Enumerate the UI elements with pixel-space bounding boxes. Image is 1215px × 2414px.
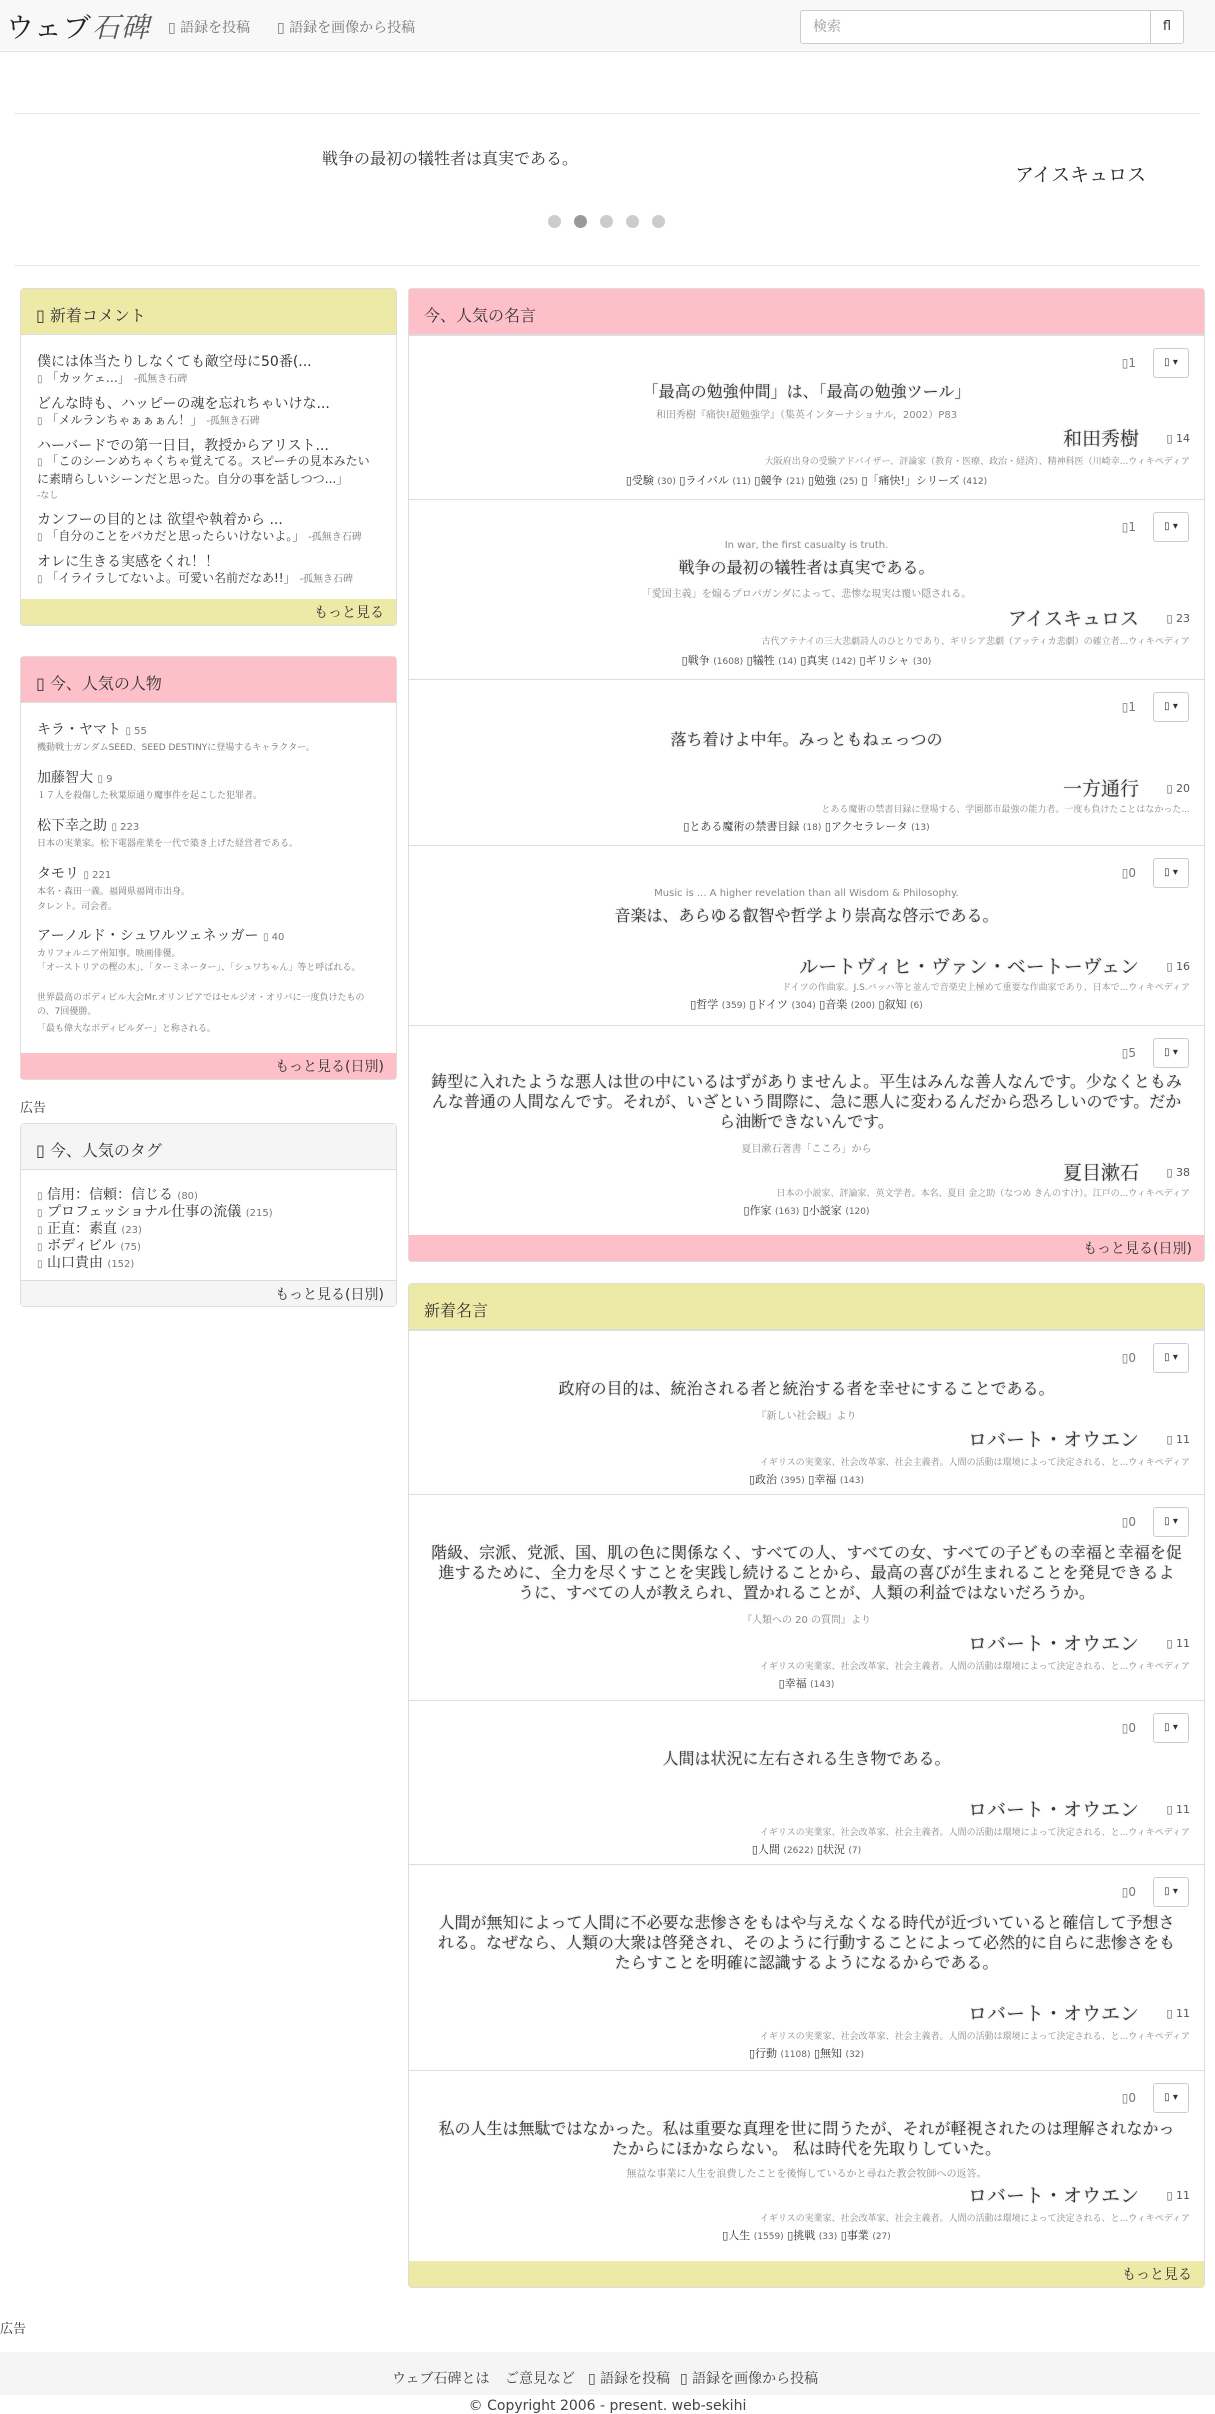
- quote-text[interactable]: 政府の目的は、統治される者と統治する者を幸せにすることである。: [558, 1379, 1055, 1398]
- quote-tags[interactable]: ▯戦争 (1608) ▯犠牲 (14) ▯真実 (142) ▯ギリシャ (30): [681, 654, 932, 667]
- quote-item: [409, 335, 1204, 499]
- author-count: ▯ 11: [1166, 1433, 1190, 1446]
- quote-author[interactable]: アイスキュロス: [1007, 608, 1139, 630]
- nav-post-quote[interactable]: ▯ 語録を投稿: [168, 20, 251, 36]
- quote-item: [409, 1700, 1204, 1864]
- comment-icon: ▯: [36, 306, 45, 325]
- quote-tags[interactable]: ▯哲学 (359) ▯ドイツ (304) ▯音楽 (200) ▯叙知 (6): [690, 998, 923, 1011]
- site-logo[interactable]: ウェブ石碑: [6, 11, 150, 44]
- comment-link[interactable]: 僕には体当たりしなくても敵空母に50番(...: [37, 354, 312, 370]
- quote-menu-button[interactable]: ▯ ▾: [1153, 1713, 1189, 1743]
- author-count: ▯ 11: [1166, 1637, 1190, 1650]
- quote-author[interactable]: ロバート・オウエン: [967, 2185, 1139, 2207]
- person-desc: 日本の実業家。松下電器産業を一代で築き上げた経営者である。: [37, 839, 299, 849]
- quote-text[interactable]: 私の人生は無駄ではなかった。私は重要な真理を世に問うたが、それが軽視されたのは理解されなかったからにほかならない。 私は時代を先取りしていた。: [438, 2119, 1175, 2158]
- quote-item: [409, 2070, 1204, 2263]
- more-link[interactable]: もっと見る: [409, 2261, 1204, 2287]
- tag-link[interactable]: ▯ 信用：信頼：信じる (80): [37, 1187, 198, 1203]
- author-count: ▯ 16: [1166, 960, 1190, 973]
- more-link[interactable]: もっと見る(日別): [21, 1280, 396, 1306]
- author-desc: イギリスの実業家、社会改革家、社会主義者。人間の活動は環境によって決定される、と...ウィキペディア: [759, 1828, 1190, 1838]
- comment-user: -なし: [37, 491, 59, 501]
- panel-heading: ▯ 今、人気のタグ: [21, 1124, 396, 1170]
- vote-count[interactable]: ▯0: [1121, 1721, 1136, 1735]
- person-desc: タレント。司会者。: [37, 902, 117, 912]
- quote-source: 『人類への 20 の質問』より: [741, 1615, 872, 1626]
- quote-author[interactable]: ロバート・オウエン: [967, 1429, 1139, 1451]
- quote-menu-button[interactable]: ▯ ▾: [1153, 2083, 1189, 2113]
- person-link[interactable]: 松下幸之助 ▯ 223: [37, 818, 140, 834]
- carousel-author[interactable]: アイスキュロス: [1015, 164, 1147, 186]
- quote-menu-button[interactable]: ▯ ▾: [1153, 1877, 1189, 1907]
- quote-item: [409, 1330, 1204, 1494]
- quote-menu-button[interactable]: ▯ ▾: [1153, 858, 1189, 888]
- quote-author[interactable]: 一方通行: [1062, 778, 1139, 800]
- quote-author[interactable]: ルートヴィヒ・ヴァン・ベートーヴェン: [799, 956, 1139, 978]
- quote-text[interactable]: 音楽は、あらゆる叡智や哲学より崇高な啓示である。: [614, 906, 999, 925]
- author-desc: イギリスの実業家、社会改革家、社会主義者。人間の活動は環境によって決定される、と...ウィキペディア: [759, 1458, 1190, 1468]
- quote-tags[interactable]: ▯受験 (30) ▯ライバル (11) ▯競争 (21) ▯勉強 (25) ▯「痛快!」シリーズ (412): [625, 474, 988, 487]
- tag-link[interactable]: ▯ 山口貴由 (152): [37, 1255, 135, 1271]
- person-desc: １７人を殺傷した秋葉原通り魔事件を起こした犯罪者。: [37, 791, 263, 801]
- quote-english: In war, the first casualty is truth.: [724, 540, 889, 551]
- quote-english: Music is ... A higher revelation than all Wisdom & Philosophy.: [654, 888, 959, 899]
- quote-item: [409, 1494, 1204, 1700]
- person-desc: 機動戦士ガンダムSEED、SEED DESTINYに登場するキャラクター。: [37, 743, 315, 753]
- person-link[interactable]: キラ・ヤマト ▯ 55: [37, 722, 147, 738]
- pencil-icon: ▯: [168, 20, 176, 36]
- search-input[interactable]: [800, 10, 1152, 44]
- vote-count[interactable]: ▯0: [1121, 1885, 1136, 1899]
- quote-text[interactable]: 落ち着けよ中年。みっともねェっつの: [670, 730, 943, 749]
- panel-heading: ▯ 今、人気の人物: [21, 657, 396, 703]
- quote-source: 無益な事業に人生を浪費したことを後悔しているかと尋ねた教会牧師への返答。: [626, 2169, 987, 2180]
- quote-author[interactable]: 和田秀樹: [1062, 428, 1139, 450]
- new-quotes-panel: [408, 1283, 1205, 2288]
- author-desc: イギリスの実業家、社会改革家、社会主義者。人間の活動は環境によって決定される、と...ウィキペディア: [759, 2032, 1190, 2042]
- quote-tags[interactable]: ▯とある魔術の禁書目録 (18) ▯アクセラレータ (13): [683, 820, 930, 833]
- author-desc: ドイツの作曲家。J.S.バッハ等と並んで音楽史上極めて重要な作曲家であり、日本で...ウィキペディア: [782, 983, 1190, 993]
- author-desc: 大阪府出身の受験アドバイザー、評論家（教育・医療、政治・経済）、精神科医（川崎幸...ウィキペディア: [764, 457, 1190, 467]
- person-desc: 世界最高のボディビル大会Mr.オリンピアではセルジオ・オリバに一度負けたものの、7回優勝。: [37, 993, 365, 1017]
- carousel-dot[interactable]: [626, 215, 639, 228]
- carousel-quote[interactable]: 戦争の最初の犠牲者は真実である。: [321, 149, 578, 168]
- carousel-dot[interactable]: [600, 215, 613, 228]
- panel-heading: ▯ 新着コメント: [21, 289, 396, 335]
- vote-count[interactable]: ▯1: [1121, 700, 1136, 714]
- quote-source: 和田秀樹『痛快!超勉強学』（集英インターナショナル，2002）P83: [655, 410, 958, 421]
- quote-tags[interactable]: ▯人間 (2622) ▯状況 (7): [751, 1843, 862, 1856]
- new-comments-panel: [20, 288, 397, 626]
- quote-menu-button[interactable]: ▯ ▾: [1153, 1507, 1189, 1537]
- quote-author[interactable]: 夏目漱石: [1062, 1162, 1139, 1184]
- vote-count[interactable]: ▯0: [1121, 1515, 1136, 1529]
- author-count: ▯ 20: [1166, 782, 1190, 795]
- comment-link[interactable]: オレに生きる実感をくれ！！: [37, 554, 219, 570]
- author-desc: イギリスの実業家、社会改革家、社会主義者。人間の活動は環境によって決定される、と...ウィキペディア: [759, 2214, 1190, 2224]
- more-link[interactable]: もっと見る: [21, 599, 396, 625]
- tag-link[interactable]: ▯ ボディビル (75): [37, 1238, 141, 1254]
- quote-source: 夏目漱石著書「こころ」から: [741, 1144, 872, 1155]
- carousel-dot[interactable]: [548, 215, 561, 228]
- quote-text[interactable]: 「最高の勉強仲間」は、「最高の勉強ツール」: [642, 382, 971, 401]
- vote-count[interactable]: ▯0: [1121, 2091, 1136, 2105]
- panel-heading: 新着名言: [409, 1284, 1204, 1330]
- vote-count[interactable]: ▯5: [1121, 1046, 1136, 1060]
- vote-count[interactable]: ▯0: [1121, 866, 1136, 880]
- footer-feedback-link[interactable]: ご意見など: [505, 2371, 575, 2387]
- quote-item: [409, 1864, 1204, 2070]
- comment-quote[interactable]: ▯ 「カッケェ…」 -孤無き石碑: [37, 371, 188, 385]
- person-link[interactable]: タモリ ▯ 221: [37, 866, 112, 882]
- ad-label: 広告: [20, 1101, 47, 1116]
- panel-heading: 今、人気の名言: [409, 289, 1204, 335]
- image-icon: ▯: [277, 20, 285, 36]
- person-link[interactable]: 加藤智大 ▯ 9: [37, 770, 113, 786]
- quote-menu-button[interactable]: ▯ ▾: [1153, 692, 1189, 722]
- popular-tags-panel: [20, 1123, 397, 1307]
- top-navbar: [0, 0, 1215, 52]
- person-desc: 「最も偉大なボディビルダー」と称される。: [37, 1024, 216, 1034]
- quote-menu-button[interactable]: ▯ ▾: [1153, 1343, 1189, 1373]
- author-desc: とある魔術の禁書目録に登場する、学園都市最強の能力者。一度も負けたことはなかった...: [821, 805, 1190, 815]
- author-count: ▯ 23: [1166, 612, 1190, 625]
- person-desc: カリフォルニア州知事。映画俳優。: [37, 949, 181, 959]
- comment-quote[interactable]: ▯ 「このシーンめちゃくちゃ覚えてる。スピーチの見本みたいに素晴らしいシーンだと思った。自分の事を話しつつ...」: [37, 454, 370, 486]
- author-desc: 古代アテナイの三大悲劇詩人のひとりであり、ギリシア悲劇（アッティカ悲劇）の確立者...ウィキペディア: [761, 637, 1190, 647]
- pencil-icon: ▯: [588, 2371, 596, 2387]
- quote-text[interactable]: 鋳型に入れたような悪人は世の中にいるはずがありませんよ。平生はみんな善人なんです。少なくともみんな普通の人間なんです。それが、いざという間際に、急に悪人に変わるんだから恐ろしいのです。だから油断できないんです。: [431, 1072, 1182, 1131]
- quote-tags[interactable]: ▯幸福 (143): [778, 1677, 835, 1690]
- search-button[interactable]: [1150, 10, 1184, 44]
- quote-menu-button[interactable]: ▯ ▾: [1153, 512, 1189, 542]
- person-link[interactable]: アーノルド・シュワルツェネッガー ▯ 40: [37, 928, 285, 944]
- popular-quotes-panel: [408, 288, 1205, 1262]
- author-desc: 日本の小説家、評論家、英文学者。本名、夏目 金之助（なつめ きんのすけ）。江戸の...ウィキペディア: [776, 1189, 1190, 1199]
- quote-item: [409, 499, 1204, 679]
- footer: [0, 2352, 1215, 2395]
- author-desc: イギリスの実業家、社会改革家、社会主義者。人間の活動は環境によって決定される、と...ウィキペディア: [759, 1662, 1190, 1672]
- search-icon: fl: [1162, 19, 1172, 34]
- tag-link[interactable]: ▯ プロフェッショナル仕事の流儀 (215): [37, 1204, 273, 1220]
- carousel-dot[interactable]: [652, 215, 665, 228]
- footer-post-quote-link[interactable]: ▯ 語録を投稿: [588, 2371, 671, 2387]
- quote-item: [409, 845, 1204, 1025]
- image-icon: ▯: [680, 2371, 688, 2387]
- quote-source: 「愛国主義」を煽るプロパガンダによって、悲惨な現実は覆い隠される。: [641, 589, 972, 600]
- user-icon: ▯: [36, 674, 45, 693]
- comment-quote[interactable]: ▯ 「イライラしてないよ。可愛い名前だなあ!!」 -孤無き石碑: [37, 571, 354, 585]
- quote-tags[interactable]: ▯政治 (395) ▯幸福 (143): [748, 1473, 865, 1486]
- comment-quote[interactable]: ▯ 「自分のことをバカだと思ったらいけないよ。」 -孤無き石碑: [37, 529, 362, 543]
- comment-link[interactable]: ハーバードでの第一日目，教授からアリスト...: [37, 438, 329, 454]
- footer-post-quote-image-link[interactable]: ▯ 語録を画像から投稿: [680, 2371, 819, 2387]
- vote-count[interactable]: ▯0: [1121, 1351, 1136, 1365]
- author-count: ▯ 14: [1166, 432, 1190, 445]
- more-link[interactable]: もっと見る(日別): [409, 1235, 1204, 1261]
- comment-link[interactable]: カンフーの目的とは 欲望や執着から ...: [37, 512, 283, 528]
- author-count: ▯ 11: [1166, 1803, 1190, 1816]
- carousel-indicators: [548, 215, 668, 229]
- quote-tags[interactable]: ▯作家 (163) ▯小説家 (120): [743, 1204, 870, 1217]
- copyright: © Copyright 2006 - present. web-sekihi: [468, 2398, 747, 2414]
- quote-source: 『新しい社会観』より: [756, 1411, 857, 1422]
- ad-label: 広告: [0, 2322, 27, 2337]
- more-link[interactable]: もっと見る(日別): [21, 1053, 396, 1079]
- vote-count[interactable]: ▯1: [1121, 356, 1136, 370]
- quote-tags[interactable]: ▯人生 (1559) ▯挑戦 (33) ▯事業 (27): [722, 2229, 891, 2242]
- vote-count[interactable]: ▯1: [1121, 520, 1136, 534]
- author-count: ▯ 38: [1166, 1166, 1190, 1179]
- divider: [14, 265, 1200, 266]
- tag-link[interactable]: ▯ 正直：素直 (23): [37, 1221, 142, 1237]
- carousel-dot-active[interactable]: [574, 215, 587, 228]
- quote-author[interactable]: ロバート・オウエン: [967, 1799, 1139, 1821]
- tag-icon: ▯: [36, 1141, 45, 1160]
- comment-link[interactable]: どんな時も、ハッピーの魂を忘れちゃいけな...: [37, 396, 330, 412]
- quote-tags[interactable]: ▯行動 (1108) ▯無知 (32): [748, 2047, 865, 2060]
- quote-item: [409, 1025, 1204, 1237]
- quote-item: [409, 679, 1204, 845]
- author-count: ▯ 11: [1166, 2189, 1190, 2202]
- quote-text[interactable]: 階級、宗派、党派、国、肌の色に関係なく、すべての人、すべての女、すべての子どもの幸福と幸福を促進するために、全力を尽くすことを実践し続けることから、最高の喜びが生まれることを発見できるように、すべての人が教えられ、置かれることが、人類の利益ではないだろうか。: [431, 1543, 1182, 1602]
- quote-menu-button[interactable]: ▯ ▾: [1153, 1038, 1189, 1068]
- quote-text[interactable]: 人間が無知によって人間に不必要な悲惨さをもはや与えなくなる時代が近づいていると確信して予想される。なぜなら、人類の大衆は啓発され、そのように行動することによって必然的に自らに悲惨さをもたらすことを明確に認識するようになるからである。: [438, 1913, 1175, 1972]
- person-desc: 本名・森田一義。福岡県福岡市出身。: [37, 887, 191, 897]
- author-count: ▯ 11: [1166, 2007, 1190, 2020]
- quote-menu-button[interactable]: ▯ ▾: [1153, 348, 1189, 378]
- person-desc: 「オーストリアの樫の木」、「ターミネーター」、「シュワちゃん」等と呼ばれる。: [37, 963, 361, 973]
- comment-quote[interactable]: ▯ 「メルランちゃぁぁぁん！」 -孤無き石碑: [37, 413, 260, 427]
- nav-post-quote-image[interactable]: ▯ 語録を画像から投稿: [277, 20, 416, 36]
- quote-author[interactable]: ロバート・オウエン: [967, 2003, 1139, 2025]
- divider: [14, 113, 1200, 114]
- quote-text[interactable]: 戦争の最初の犠牲者は真実である。: [678, 558, 935, 577]
- quote-author[interactable]: ロバート・オウエン: [967, 1633, 1139, 1655]
- footer-about-link[interactable]: ウェブ石碑とは: [392, 2371, 490, 2387]
- quote-text[interactable]: 人間は状況に左右される生き物である。: [662, 1749, 951, 1768]
- popular-people-panel: [20, 656, 397, 1080]
